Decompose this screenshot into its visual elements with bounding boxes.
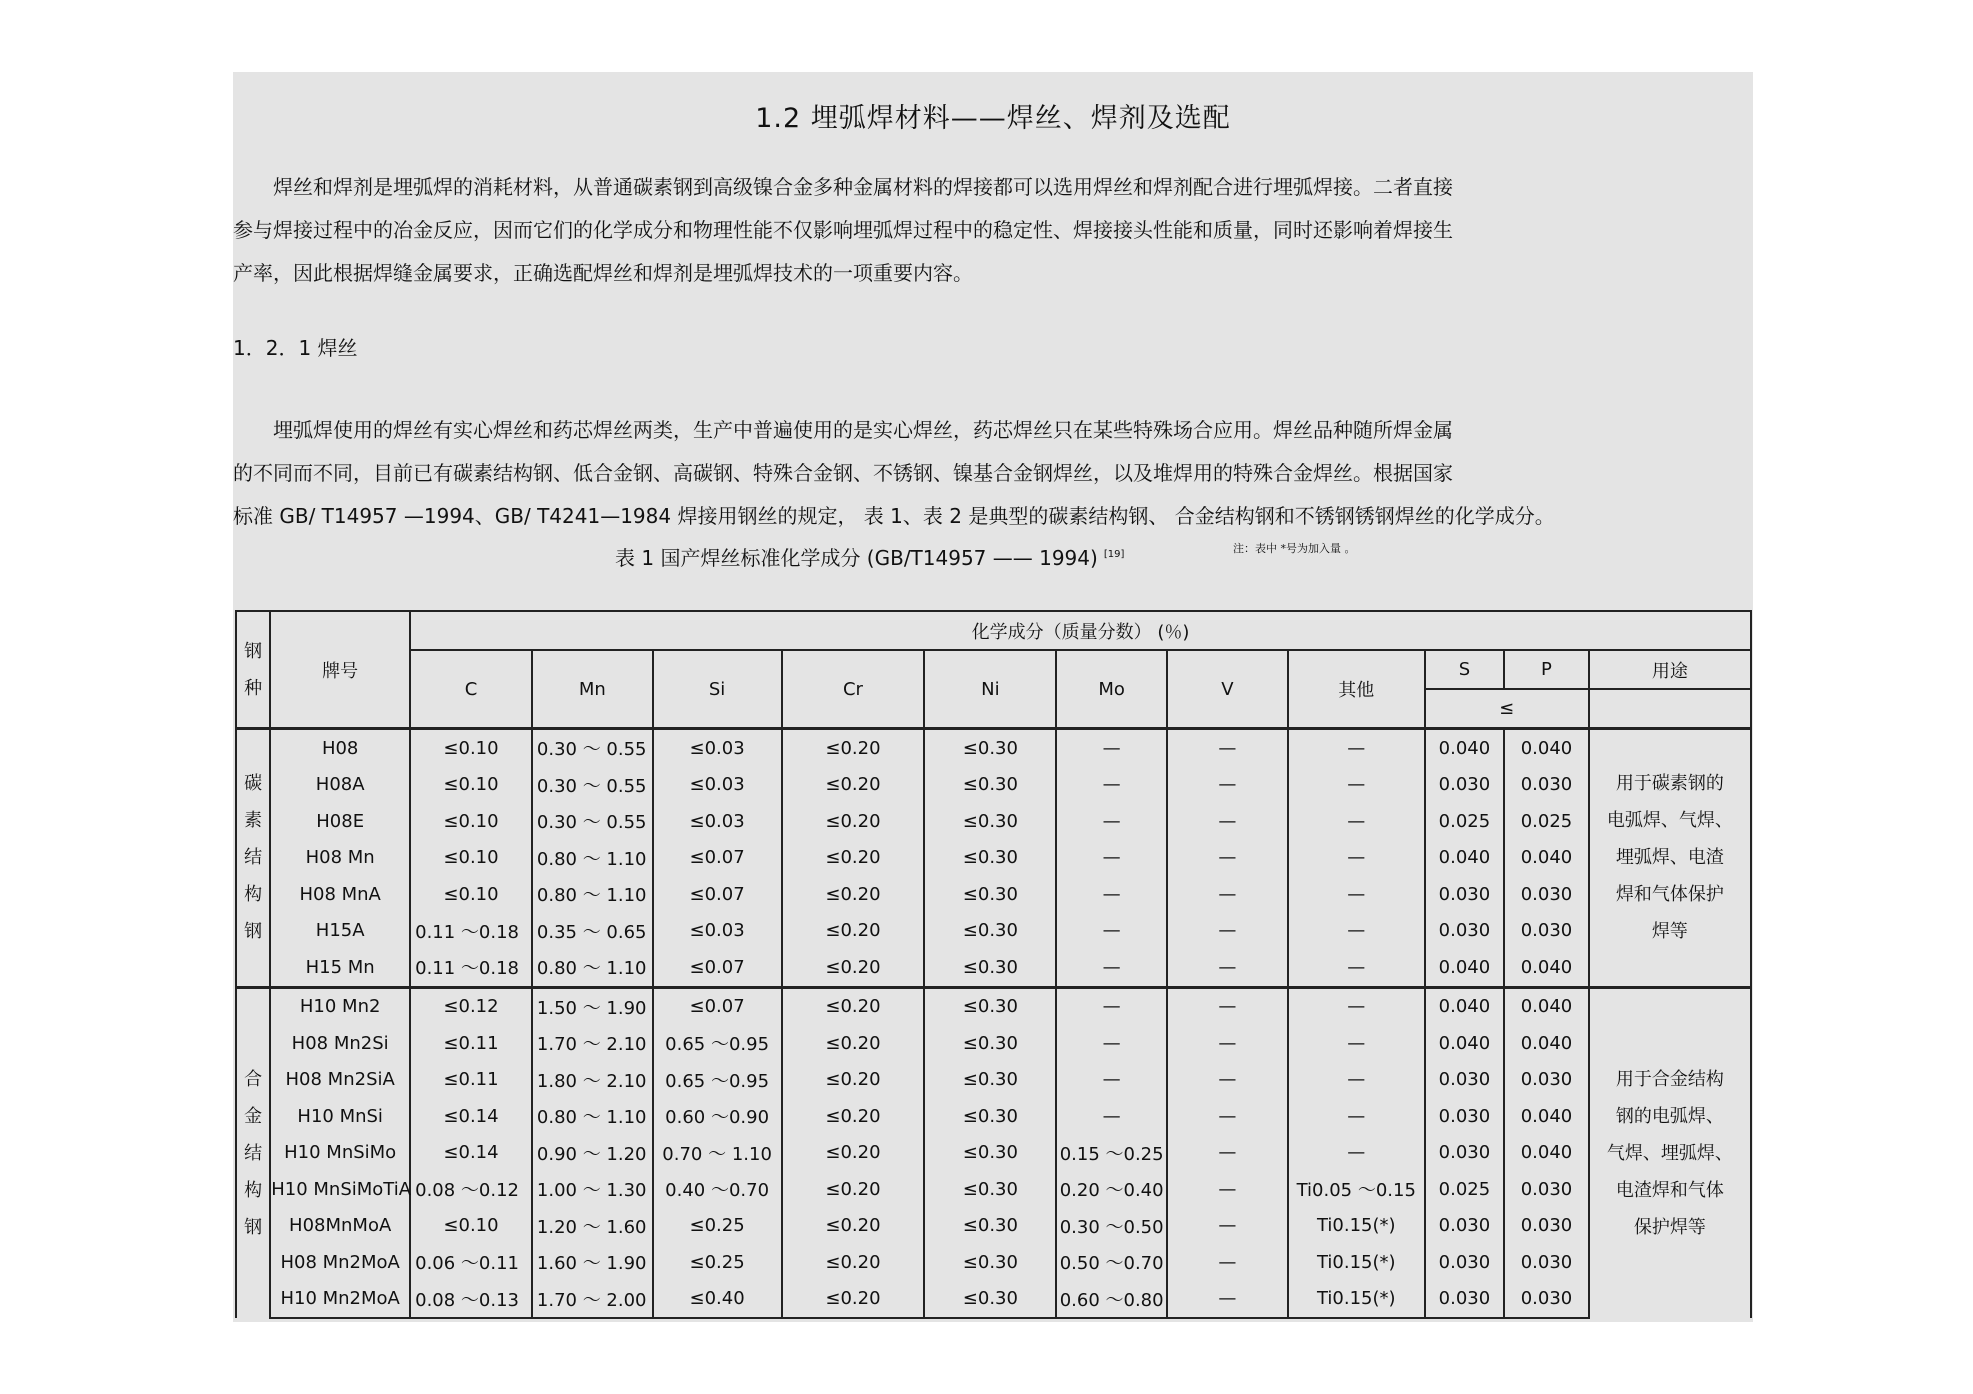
cell-mo: 0.15 ～0.25: [1056, 1135, 1167, 1172]
usage-cell: [1589, 729, 1751, 988]
cell-other: —: [1288, 987, 1425, 1025]
cell-grade: H10 MnSi: [270, 1098, 410, 1135]
cell-mo: 0.60 ～0.80: [1056, 1281, 1167, 1319]
cell-p: 0.040: [1504, 987, 1589, 1025]
cell-v: —: [1167, 913, 1288, 950]
cell-mo: 0.50 ～0.70: [1056, 1244, 1167, 1281]
header-si: Si: [653, 650, 782, 729]
cell-ni: ≤0.30: [924, 1208, 1056, 1245]
cell-grade: H10 Mn2: [270, 987, 410, 1025]
cell-c: 0.06 ～0.11: [410, 1244, 532, 1281]
usage-cell: [1589, 987, 1751, 1318]
cell-other: —: [1288, 803, 1425, 840]
cell-v: —: [1167, 1208, 1288, 1245]
cell-s: 0.030: [1425, 1244, 1505, 1281]
cell-ni: ≤0.30: [924, 1135, 1056, 1172]
cell-cr: ≤0.20: [782, 1025, 925, 1062]
cell-si: 0.65 ～0.95: [653, 1025, 782, 1062]
cell-s: 0.040: [1425, 840, 1505, 877]
cell-c: ≤0.10: [410, 840, 532, 877]
cell-mn: 0.30 ～ 0.55: [532, 803, 653, 840]
cell-c: ≤0.11: [410, 1025, 532, 1062]
table-row: [236, 1281, 1751, 1319]
cell-mo: —: [1056, 1025, 1167, 1062]
table-row: [236, 803, 1751, 840]
cell-v: —: [1167, 1281, 1288, 1319]
cell-si: ≤0.03: [653, 913, 782, 950]
cell-p: 0.030: [1504, 1281, 1589, 1319]
cell-mo: —: [1056, 876, 1167, 913]
cell-cr: ≤0.20: [782, 1208, 925, 1245]
header-grade: 牌号: [270, 611, 410, 729]
cell-mo: —: [1056, 1098, 1167, 1135]
table-row: [236, 1025, 1751, 1062]
cell-mo: —: [1056, 949, 1167, 987]
cell-ni: ≤0.30: [924, 729, 1056, 767]
header-mn: Mn: [532, 650, 653, 729]
cell-mn: 1.70 ～ 2.10: [532, 1025, 653, 1062]
caption-reference: [19]: [1103, 549, 1125, 561]
steel-category-cell: 合 金 结 构 钢: [236, 987, 270, 1318]
cell-p: 0.030: [1504, 1062, 1589, 1099]
cell-s: 0.030: [1425, 1281, 1505, 1319]
document-page: [233, 72, 1753, 1322]
cell-c: ≤0.10: [410, 803, 532, 840]
header-use-blank: [1589, 689, 1751, 729]
para2-line-2: 的不同而不同，目前已有碳素结构钢、低合金钢、高碳钢、特殊合金钢、不锈钢、镍基合金钢焊丝，以及堆焊用的特殊合金焊丝。根据国家: [233, 461, 1453, 485]
table-note: 注：表中 *号为加入量 。: [1233, 542, 1356, 555]
cell-mn: 1.00 ～ 1.30: [532, 1171, 653, 1208]
cell-mn: 0.30 ～ 0.55: [532, 729, 653, 767]
cell-v: —: [1167, 803, 1288, 840]
cell-mo: —: [1056, 1062, 1167, 1099]
cell-s: 0.030: [1425, 1208, 1505, 1245]
cell-ni: ≤0.30: [924, 803, 1056, 840]
cell-mo: 0.20 ～0.40: [1056, 1171, 1167, 1208]
cell-v: —: [1167, 1025, 1288, 1062]
cell-other: Ti0.05 ～0.15: [1288, 1171, 1425, 1208]
table-caption: [615, 542, 1124, 571]
cell-mn: 1.80 ～ 2.10: [532, 1062, 653, 1099]
cell-v: —: [1167, 1062, 1288, 1099]
cell-p: 0.030: [1504, 1171, 1589, 1208]
table-row: [236, 876, 1751, 913]
header-c: C: [410, 650, 532, 729]
cell-ni: ≤0.30: [924, 1171, 1056, 1208]
cell-mn: 0.35 ～ 0.65: [532, 913, 653, 950]
table-row: [236, 767, 1751, 804]
cell-c: ≤0.12: [410, 987, 532, 1025]
cell-mn: 1.60 ～ 1.90: [532, 1244, 653, 1281]
para2-line-1: 埋弧焊使用的焊丝有实心焊丝和药芯焊丝两类，生产中普遍使用的是实心焊丝，药芯焊丝只在某些特殊场合应用。焊丝品种随所焊金属: [233, 418, 1453, 442]
cell-mn: 0.80 ～ 1.10: [532, 840, 653, 877]
cell-mo: —: [1056, 987, 1167, 1025]
cell-c: 0.08 ～0.12: [410, 1171, 532, 1208]
cell-other: Ti0.15(*): [1288, 1281, 1425, 1319]
cell-s: 0.030: [1425, 876, 1505, 913]
table-row: [236, 1244, 1751, 1281]
cell-grade: H08 Mn2SiA: [270, 1062, 410, 1099]
cell-mn: 0.80 ～ 1.10: [532, 1098, 653, 1135]
cell-si: ≤0.03: [653, 729, 782, 767]
cell-grade: H08 Mn2MoA: [270, 1244, 410, 1281]
cell-s: 0.025: [1425, 803, 1505, 840]
usage-line: 埋弧焊、电渣: [1615, 847, 1724, 869]
intro-line-2: 参与焊接过程中的冶金反应，因而它们的化学成分和物理性能不仅影响埋弧焊过程中的稳定性、焊接接头性能和质量，同时还影响着焊接生: [233, 218, 1453, 242]
cell-v: —: [1167, 1171, 1288, 1208]
cell-s: 0.025: [1425, 1171, 1505, 1208]
cell-mo: 0.30 ～0.50: [1056, 1208, 1167, 1245]
cell-cr: ≤0.20: [782, 1281, 925, 1319]
header-s: S: [1425, 650, 1505, 689]
intro-line-3: 产率，因此根据焊缝金属要求，正确选配焊丝和焊剂是埋弧焊技术的一项重要内容。: [233, 261, 973, 285]
cell-mn: 0.30 ～ 0.55: [532, 767, 653, 804]
cell-cr: ≤0.20: [782, 913, 925, 950]
cell-c: ≤0.10: [410, 767, 532, 804]
cell-mo: —: [1056, 767, 1167, 804]
cell-c: 0.11 ～0.18: [410, 913, 532, 950]
cell-cr: ≤0.20: [782, 1098, 925, 1135]
cell-other: —: [1288, 729, 1425, 767]
cell-s: 0.030: [1425, 1062, 1505, 1099]
usage-line: 用于合金结构: [1615, 1068, 1724, 1090]
cell-mn: 1.50 ～ 1.90: [532, 987, 653, 1025]
cell-c: ≤0.10: [410, 729, 532, 767]
cell-mn: 0.90 ～ 1.20: [532, 1135, 653, 1172]
cell-p: 0.030: [1504, 1244, 1589, 1281]
cell-s: 0.040: [1425, 729, 1505, 767]
header-max-symbol: ≤: [1425, 689, 1589, 729]
cell-si: ≤0.03: [653, 767, 782, 804]
usage-line: 用于碳素钢的: [1615, 773, 1724, 795]
cell-v: —: [1167, 1135, 1288, 1172]
cell-mo: —: [1056, 913, 1167, 950]
cell-s: 0.040: [1425, 949, 1505, 987]
cell-si: 0.40 ～0.70: [653, 1171, 782, 1208]
header-v: V: [1167, 650, 1288, 729]
cell-c: 0.11 ～0.18: [410, 949, 532, 987]
table-row: [236, 1208, 1751, 1245]
cell-mn: 0.80 ～ 1.10: [532, 949, 653, 987]
cell-cr: ≤0.20: [782, 729, 925, 767]
cell-v: —: [1167, 767, 1288, 804]
cell-grade: H15A: [270, 913, 410, 950]
wire-composition-table: [235, 610, 1752, 1319]
cell-p: 0.040: [1504, 729, 1589, 767]
cell-cr: ≤0.20: [782, 1062, 925, 1099]
cell-s: 0.030: [1425, 913, 1505, 950]
cell-si: ≤0.25: [653, 1208, 782, 1245]
cell-other: —: [1288, 876, 1425, 913]
header-p: P: [1504, 650, 1589, 689]
cell-si: 0.70 ～ 1.10: [653, 1135, 782, 1172]
cell-cr: ≤0.20: [782, 1135, 925, 1172]
cell-other: —: [1288, 767, 1425, 804]
cell-v: —: [1167, 840, 1288, 877]
header-use: 用途: [1589, 650, 1751, 689]
header-ni: Ni: [924, 650, 1056, 729]
cell-ni: ≤0.30: [924, 913, 1056, 950]
cell-s: 0.040: [1425, 1025, 1505, 1062]
cell-s: 0.030: [1425, 767, 1505, 804]
para2-line-3: 标准 GB/ T14957 —1994、GB/ T4241—1984 焊接用钢丝的规定， 表 1、表 2 是典型的碳素结构钢、 合金结构钢和不锈钢锈钢焊丝的化学成分。: [233, 504, 1555, 528]
cell-si: ≤0.40: [653, 1281, 782, 1319]
usage-line: 钢的电弧焊、: [1615, 1105, 1724, 1127]
cell-ni: ≤0.30: [924, 767, 1056, 804]
cell-grade: H10 MnSiMoTiA: [270, 1171, 410, 1208]
subsection-heading: 1．2．1 焊丝: [233, 336, 358, 360]
cell-p: 0.030: [1504, 876, 1589, 913]
cell-ni: ≤0.30: [924, 1281, 1056, 1319]
usage-line: 焊和气体保护: [1615, 884, 1724, 906]
cell-cr: ≤0.20: [782, 840, 925, 877]
cell-other: Ti0.15(*): [1288, 1208, 1425, 1245]
header-mo: Mo: [1056, 650, 1167, 729]
table-row: [236, 949, 1751, 987]
cell-cr: ≤0.20: [782, 949, 925, 987]
cell-si: ≤0.07: [653, 840, 782, 877]
cell-v: —: [1167, 1244, 1288, 1281]
cell-grade: H08E: [270, 803, 410, 840]
cell-p: 0.025: [1504, 803, 1589, 840]
table-row: [236, 729, 1751, 767]
table-row: [236, 1135, 1751, 1172]
cell-si: 0.60 ～0.90: [653, 1098, 782, 1135]
cell-grade: H08 MnA: [270, 876, 410, 913]
usage-line: 焊等: [1651, 921, 1688, 943]
intro-line-1: 焊丝和焊剂是埋弧焊的消耗材料，从普通碳素钢到高级镍合金多种金属材料的焊接都可以选用焊丝和焊剂配合进行埋弧焊接。二者直接: [233, 175, 1453, 199]
cell-si: 0.65 ～0.95: [653, 1062, 782, 1099]
cell-p: 0.040: [1504, 1135, 1589, 1172]
cell-p: 0.040: [1504, 1025, 1589, 1062]
cell-grade: H10 MnSiMo: [270, 1135, 410, 1172]
cell-other: —: [1288, 913, 1425, 950]
cell-ni: ≤0.30: [924, 987, 1056, 1025]
cell-v: —: [1167, 876, 1288, 913]
cell-other: —: [1288, 840, 1425, 877]
cell-ni: ≤0.30: [924, 1098, 1056, 1135]
cell-other: —: [1288, 1062, 1425, 1099]
cell-si: ≤0.07: [653, 949, 782, 987]
cell-s: 0.040: [1425, 987, 1505, 1025]
cell-grade: H08: [270, 729, 410, 767]
cell-si: ≤0.07: [653, 987, 782, 1025]
cell-c: ≤0.10: [410, 876, 532, 913]
cell-c: ≤0.14: [410, 1135, 532, 1172]
table-caption-text: 表 1 国产焊丝标准化学成分 (GB/T14957 —— 1994): [615, 546, 1098, 570]
cell-si: ≤0.03: [653, 803, 782, 840]
cell-p: 0.040: [1504, 840, 1589, 877]
table-row: [236, 1098, 1751, 1135]
cell-mn: 1.70 ～ 2.00: [532, 1281, 653, 1319]
usage-line: 电渣焊和气体: [1615, 1179, 1724, 1201]
cell-p: 0.040: [1504, 949, 1589, 987]
cell-v: —: [1167, 729, 1288, 767]
cell-grade: H08 Mn2Si: [270, 1025, 410, 1062]
cell-cr: ≤0.20: [782, 803, 925, 840]
cell-ni: ≤0.30: [924, 1062, 1056, 1099]
cell-cr: ≤0.20: [782, 1171, 925, 1208]
cell-p: 0.040: [1504, 1098, 1589, 1135]
cell-other: —: [1288, 1098, 1425, 1135]
cell-c: ≤0.10: [410, 1208, 532, 1245]
cell-v: —: [1167, 1098, 1288, 1135]
section-title: 1.2 埋弧焊材料——焊丝、焊剂及选配: [755, 103, 1231, 134]
cell-mn: 1.20 ～ 1.60: [532, 1208, 653, 1245]
cell-other: —: [1288, 949, 1425, 987]
table-row: [236, 913, 1751, 950]
cell-grade: H10 Mn2MoA: [270, 1281, 410, 1319]
cell-c: 0.08 ～0.13: [410, 1281, 532, 1319]
usage-line: 电弧焊、气焊、: [1606, 810, 1733, 832]
cell-c: ≤0.14: [410, 1098, 532, 1135]
usage-line: 保护焊等: [1633, 1216, 1706, 1238]
cell-cr: ≤0.20: [782, 987, 925, 1025]
cell-ni: ≤0.30: [924, 840, 1056, 877]
cell-ni: ≤0.30: [924, 1244, 1056, 1281]
table-row: [236, 1171, 1751, 1208]
cell-v: —: [1167, 987, 1288, 1025]
cell-mo: —: [1056, 729, 1167, 767]
cell-p: 0.030: [1504, 767, 1589, 804]
cell-grade: H08 Mn: [270, 840, 410, 877]
cell-c: ≤0.11: [410, 1062, 532, 1099]
table-row: [236, 1062, 1751, 1099]
header-chemical-composition: 化学成分（质量分数） (％): [410, 611, 1751, 650]
usage-line: 气焊、埋弧焊、: [1606, 1142, 1733, 1164]
cell-ni: ≤0.30: [924, 949, 1056, 987]
header-other: 其他: [1288, 650, 1425, 729]
cell-si: ≤0.07: [653, 876, 782, 913]
cell-ni: ≤0.30: [924, 876, 1056, 913]
cell-cr: ≤0.20: [782, 1244, 925, 1281]
cell-mo: —: [1056, 803, 1167, 840]
cell-s: 0.030: [1425, 1098, 1505, 1135]
cell-grade: H08A: [270, 767, 410, 804]
cell-s: 0.030: [1425, 1135, 1505, 1172]
cell-other: Ti0.15(*): [1288, 1244, 1425, 1281]
cell-ni: ≤0.30: [924, 1025, 1056, 1062]
cell-grade: H08MnMoA: [270, 1208, 410, 1245]
table-row: [236, 840, 1751, 877]
cell-cr: ≤0.20: [782, 876, 925, 913]
cell-si: ≤0.25: [653, 1244, 782, 1281]
cell-other: —: [1288, 1025, 1425, 1062]
cell-mn: 0.80 ～ 1.10: [532, 876, 653, 913]
cell-v: —: [1167, 949, 1288, 987]
header-steel-type-text: 钢 种: [244, 640, 263, 699]
table-row: [236, 987, 1751, 1025]
steel-category-cell: 碳 素 结 构 钢: [236, 729, 270, 988]
cell-cr: ≤0.20: [782, 767, 925, 804]
cell-other: —: [1288, 1135, 1425, 1172]
cell-p: 0.030: [1504, 913, 1589, 950]
cell-p: 0.030: [1504, 1208, 1589, 1245]
header-cr: Cr: [782, 650, 925, 729]
cell-grade: H15 Mn: [270, 949, 410, 987]
cell-mo: —: [1056, 840, 1167, 877]
header-steel-type: [236, 611, 270, 729]
